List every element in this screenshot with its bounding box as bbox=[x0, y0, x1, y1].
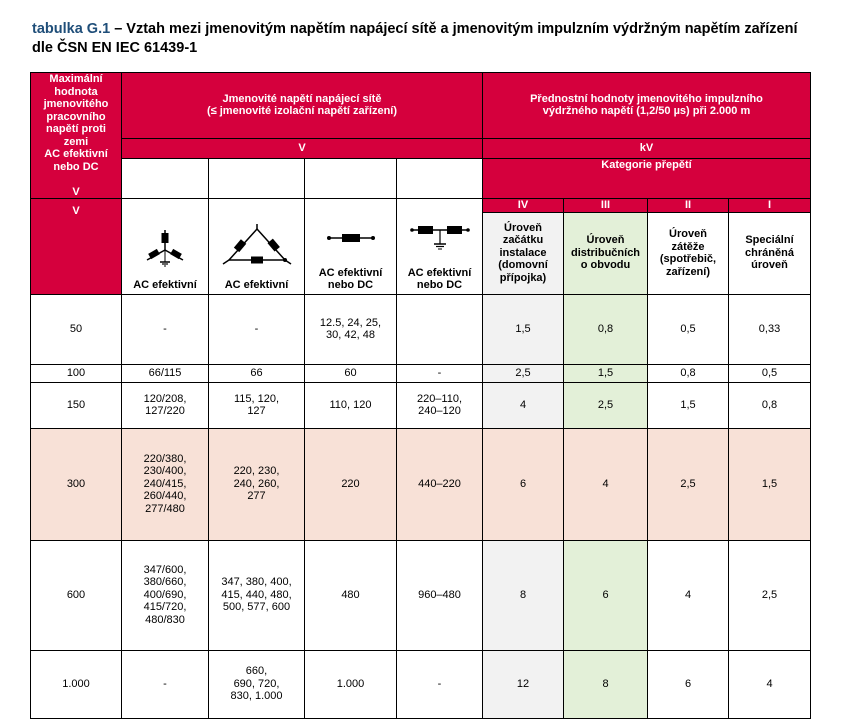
cell-cat-ii: 0,8 bbox=[648, 364, 729, 382]
header-nominal-voltage: Jmenovité napětí napájecí sítě (≤ jmenovité izolační napětí zařízení) bbox=[122, 73, 483, 139]
table-row bbox=[31, 428, 811, 540]
cell-cat-iv: 8 bbox=[483, 540, 564, 650]
table-row bbox=[31, 540, 811, 650]
col-ac-rms-delta: AC efektivní bbox=[209, 199, 305, 295]
col-ac-dc-single: AC efektivní nebo DC bbox=[305, 199, 397, 295]
cell-cat-i: 1,5 bbox=[729, 428, 811, 540]
cell-cat-ii: 1,5 bbox=[648, 382, 729, 428]
level-ii: Úroveň zátěže (spotřebič, zařízení) bbox=[648, 212, 729, 294]
header-overvoltage-category: Kategorie přepětí bbox=[483, 158, 811, 198]
cell-cat-iii: 1,5 bbox=[564, 364, 648, 382]
cell-ac-delta: 347, 380, 400, 415, 440, 480, 500, 577, 600 bbox=[209, 540, 305, 650]
category-iv: IV bbox=[483, 199, 564, 213]
category-i: I bbox=[729, 199, 811, 213]
cell-ac-dc-single: 110, 120 bbox=[305, 382, 397, 428]
cell-ac-dc-single: 1.000 bbox=[305, 650, 397, 718]
cell-ac-dc-center: 440–220 bbox=[397, 428, 483, 540]
cell-ac-star: - bbox=[122, 294, 209, 364]
cell-ac-delta: 115, 120, 127 bbox=[209, 382, 305, 428]
cell-cat-iii: 0,8 bbox=[564, 294, 648, 364]
three-phase-star-icon bbox=[139, 224, 191, 268]
cell-ac-star: 220/380, 230/400, 240/415, 260/440, 277/480 bbox=[122, 428, 209, 540]
cell-cat-iv: 4 bbox=[483, 382, 564, 428]
cell-cat-i: 4 bbox=[729, 650, 811, 718]
table-row bbox=[31, 382, 811, 428]
three-phase-delta-icon bbox=[219, 224, 295, 268]
cell-ac-dc-center: 220–110, 240–120 bbox=[397, 382, 483, 428]
cell-ac-dc-single: 60 bbox=[305, 364, 397, 382]
cell-ac-star: 66/115 bbox=[122, 364, 209, 382]
cell-ac-dc-single: 480 bbox=[305, 540, 397, 650]
cell-ac-star: 120/208, 127/220 bbox=[122, 382, 209, 428]
cell-ac-star: 347/600, 380/660, 400/690, 415/720, 480/830 bbox=[122, 540, 209, 650]
cell-cat-iv: 1,5 bbox=[483, 294, 564, 364]
cell-cat-iii: 2,5 bbox=[564, 382, 648, 428]
table-caption bbox=[32, 20, 822, 58]
cell-cat-i: 0,5 bbox=[729, 364, 811, 382]
caption-label: tabulka G.1 bbox=[32, 21, 111, 37]
level-iii: Úroveň distribučních o obvodu bbox=[564, 212, 648, 294]
cell-cat-ii: 6 bbox=[648, 650, 729, 718]
category-ii: II bbox=[648, 199, 729, 213]
cell-cat-ii: 2,5 bbox=[648, 428, 729, 540]
cell-max-voltage: 600 bbox=[31, 540, 122, 650]
center-tapped-ground-icon bbox=[409, 225, 471, 251]
cell-max-voltage: 50 bbox=[31, 294, 122, 364]
cell-ac-dc-center: - bbox=[397, 650, 483, 718]
cell-ac-star: - bbox=[122, 650, 209, 718]
cell-cat-ii: 4 bbox=[648, 540, 729, 650]
header-max-voltage: Maximální hodnota jmenovitého pracovního napětí proti zemi AC efektivní nebo DC V bbox=[31, 73, 122, 199]
caption-text: – Vztah mezi jmenovitým napětím napájecí sítě a jmenovitým impulzním výdržným napětím zařízení dle ČSN EN IEC 61439-1 bbox=[32, 21, 798, 56]
level-iv: Úroveň začátku instalace (domovní přípojka) bbox=[483, 212, 564, 294]
header-preferred-values: Přednostní hodnoty jmenovitého impulzního výdržného napětí (1,2/50 µs) při 2.000 m bbox=[483, 73, 811, 139]
cell-ac-dc-center: 960–480 bbox=[397, 540, 483, 650]
cell-ac-dc-single: 220 bbox=[305, 428, 397, 540]
cell-ac-delta: 220, 230, 240, 260, 277 bbox=[209, 428, 305, 540]
cell-cat-iv: 12 bbox=[483, 650, 564, 718]
col-ac-dc-center: AC efektivní nebo DC bbox=[397, 199, 483, 295]
voltage-table bbox=[30, 72, 811, 719]
header-preferred-unit: kV bbox=[483, 138, 811, 158]
cell-cat-iii: 6 bbox=[564, 540, 648, 650]
single-phase-icon bbox=[326, 231, 376, 245]
cell-cat-i: 0,8 bbox=[729, 382, 811, 428]
table-row bbox=[31, 364, 811, 382]
cell-cat-iii: 4 bbox=[564, 428, 648, 540]
cell-cat-ii: 0,5 bbox=[648, 294, 729, 364]
cell-cat-i: 0,33 bbox=[729, 294, 811, 364]
cell-ac-dc-center bbox=[397, 294, 483, 364]
level-i: Speciální chráněná úroveň bbox=[729, 212, 811, 294]
cell-max-voltage: 1.000 bbox=[31, 650, 122, 718]
cell-ac-dc-center: - bbox=[397, 364, 483, 382]
cell-max-voltage: 150 bbox=[31, 382, 122, 428]
table-row bbox=[31, 294, 811, 364]
cell-cat-iv: 2,5 bbox=[483, 364, 564, 382]
category-iii: III bbox=[564, 199, 648, 213]
table-row bbox=[31, 650, 811, 718]
cell-ac-delta: - bbox=[209, 294, 305, 364]
cell-ac-dc-single: 12.5, 24, 25, 30, 42, 48 bbox=[305, 294, 397, 364]
cell-max-voltage: 100 bbox=[31, 364, 122, 382]
cell-cat-i: 2,5 bbox=[729, 540, 811, 650]
col-ac-rms-star: AC efektivní bbox=[122, 199, 209, 295]
cell-cat-iv: 6 bbox=[483, 428, 564, 540]
cell-max-voltage: 300 bbox=[31, 428, 122, 540]
cell-cat-iii: 8 bbox=[564, 650, 648, 718]
cell-ac-delta: 66 bbox=[209, 364, 305, 382]
header-unit-v: V bbox=[31, 199, 122, 295]
header-nominal-unit: V bbox=[122, 138, 483, 158]
cell-ac-delta: 660, 690, 720, 830, 1.000 bbox=[209, 650, 305, 718]
